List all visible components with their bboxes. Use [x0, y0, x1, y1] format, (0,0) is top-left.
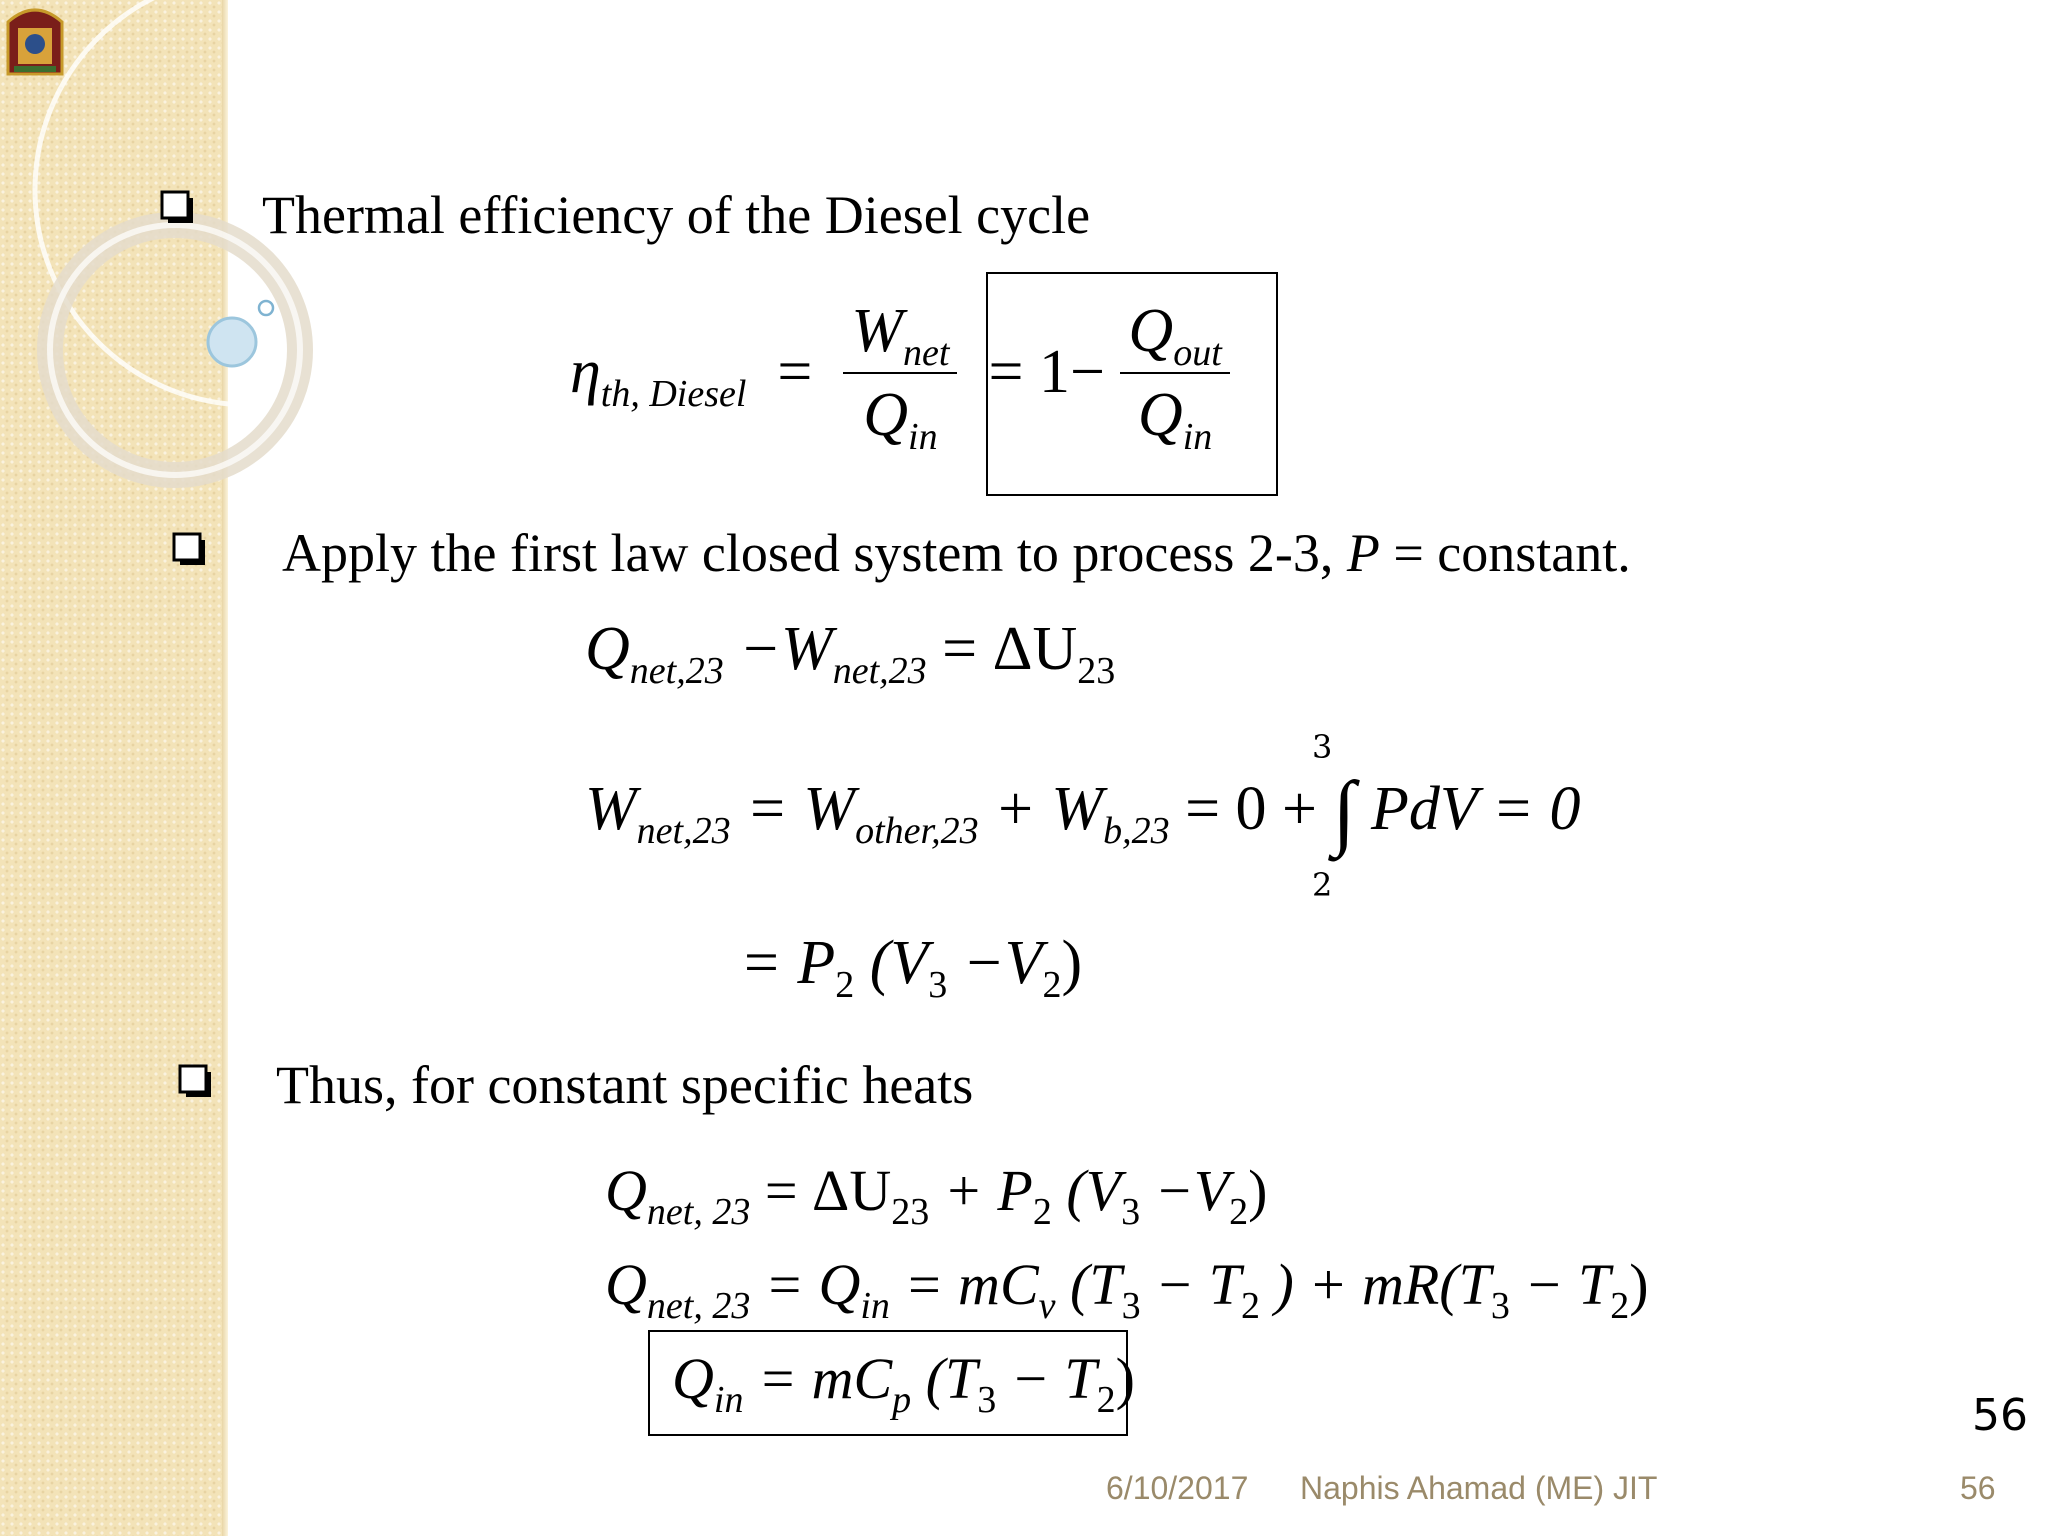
wnet-over-qin — [843, 297, 957, 458]
decorative-rings — [0, 0, 420, 560]
delta-u: = ΔU — [764, 1158, 892, 1223]
qin-result-equation — [672, 1346, 1135, 1421]
t3-sub: 3 — [977, 1379, 997, 1421]
one-minus: 1− — [1038, 338, 1105, 407]
mcv-symbol: = mC — [904, 1252, 1039, 1317]
q-symbol: Q — [605, 1252, 647, 1317]
p-symbol: + P — [943, 1158, 1033, 1223]
p-sub: 2 — [1032, 1191, 1052, 1233]
cp-sub: p — [892, 1379, 912, 1421]
close-paren: ) — [1629, 1252, 1649, 1317]
q-sub: net, 23 — [646, 1191, 751, 1233]
v2-sub: 2 — [1042, 964, 1062, 1006]
v3-symbol: (V — [1066, 1158, 1122, 1223]
t2b-sub: 2 — [1610, 1285, 1630, 1327]
q-sub: net,23 — [629, 650, 724, 692]
t3-symbol: (T — [925, 1346, 978, 1411]
w-other-sub: other,23 — [855, 810, 979, 852]
mr-term: ) + mR(T — [1274, 1252, 1491, 1317]
bullet-2-main: Apply the first law closed system to process 2-3, — [282, 523, 1334, 583]
close-paren: ) — [1115, 1346, 1135, 1411]
mcp-symbol: = mC — [757, 1346, 893, 1411]
checkbox-bullet-icon — [172, 532, 206, 566]
frac-den-sub: in — [908, 416, 938, 458]
bullet-text-3: Thus, for constant specific heats — [276, 1055, 974, 1115]
checkbox-bullet-icon — [160, 190, 194, 224]
bullet-text-1: Thermal efficiency of the Diesel cycle — [262, 185, 1091, 245]
qin-symbol: = Q — [764, 1252, 861, 1317]
q-sub: net, 23 — [646, 1285, 751, 1327]
eta-symbol: η — [570, 338, 601, 407]
v3-sub: 3 — [928, 964, 948, 1006]
t2-sub: 2 — [1096, 1379, 1116, 1421]
frac-num-sub: net — [903, 332, 950, 374]
delta-u-sub: 23 — [891, 1191, 930, 1233]
close-paren: ) — [1248, 1158, 1268, 1223]
p-symbol: = P — [740, 929, 836, 997]
v2-symbol: −V — [1154, 1158, 1230, 1223]
w-sub: net,23 — [832, 650, 927, 692]
bullet-2-tail: = constant. — [1393, 523, 1631, 583]
q-symbol: Q — [672, 1346, 714, 1411]
w-symbol: −W — [739, 615, 833, 683]
frac-num-sub: out — [1173, 332, 1222, 374]
integral-sign: ∫ — [1332, 765, 1356, 858]
q-symbol: Q — [605, 1158, 647, 1223]
institute-logo — [4, 2, 66, 80]
w-boundary: + W — [994, 775, 1104, 843]
footer-date: 6/10/2017 — [1106, 1470, 1249, 1506]
integral-upper-limit: 3 — [1312, 728, 1333, 766]
work-equation — [585, 765, 1581, 858]
q-sub: in — [713, 1379, 744, 1421]
footer-page: 56 — [1960, 1470, 1996, 1506]
v3-sub: 3 — [1121, 1191, 1141, 1233]
qin-sub: in — [860, 1285, 890, 1327]
frac-den: Q — [863, 381, 909, 449]
footer-author: Naphis Ahamad (ME) JIT — [1300, 1470, 1658, 1506]
frac-den: Q — [1137, 381, 1183, 449]
qin-expanded-equation — [605, 1252, 1649, 1327]
slide-number: 56 — [1972, 1390, 2028, 1441]
frac-den-sub: in — [1182, 416, 1213, 458]
t3b-sub: 3 — [1490, 1285, 1510, 1327]
t3-symbol: (T — [1070, 1252, 1122, 1317]
bullet-text-2 — [282, 523, 1631, 583]
zero-plus: = 0 + — [1185, 775, 1317, 843]
qnet-equation — [605, 1158, 1268, 1233]
frac-num: Q — [1128, 297, 1174, 365]
w-sub: net,23 — [636, 810, 731, 852]
integrand: PdV = 0 — [1371, 775, 1581, 843]
integral-lower-limit: 2 — [1312, 866, 1333, 904]
v3-symbol: (V — [869, 929, 929, 997]
q-symbol: Q — [585, 615, 630, 683]
w-other: = W — [746, 775, 856, 843]
delta-u: = ΔU — [942, 615, 1078, 683]
t3-sub: 3 — [1121, 1285, 1141, 1327]
checkbox-bullet-icon — [178, 1064, 212, 1098]
cv-sub: v — [1038, 1285, 1056, 1327]
t2-sub: 2 — [1241, 1285, 1260, 1327]
t2b-symbol: − T — [1524, 1252, 1611, 1317]
w-symbol: W — [585, 775, 637, 843]
efficiency-equation: $\eta_{th, Diesel}$ = $\frac{W_{net}}{Q_{in}}$ = 1− $\frac{Q_{out}}{Q_{in}}$ — [570, 300, 1230, 456]
pressure-var: P — [1346, 523, 1380, 583]
v2-symbol: −V — [962, 929, 1043, 997]
delta-u-sub: 23 — [1077, 650, 1116, 692]
efficiency-box — [986, 272, 1278, 496]
p-sub: 2 — [835, 964, 855, 1006]
t2-symbol: − T — [1155, 1252, 1241, 1317]
frac-num: W — [851, 297, 904, 365]
w-boundary-sub: b,23 — [1103, 810, 1170, 852]
v2-sub: 2 — [1229, 1191, 1249, 1233]
pv-work-equation — [740, 929, 1083, 1006]
close-paren: ) — [1061, 929, 1083, 997]
t2-symbol: − T — [1010, 1346, 1097, 1411]
eta-subscript: th, Diesel — [600, 373, 747, 416]
first-law-equation — [585, 615, 1116, 692]
